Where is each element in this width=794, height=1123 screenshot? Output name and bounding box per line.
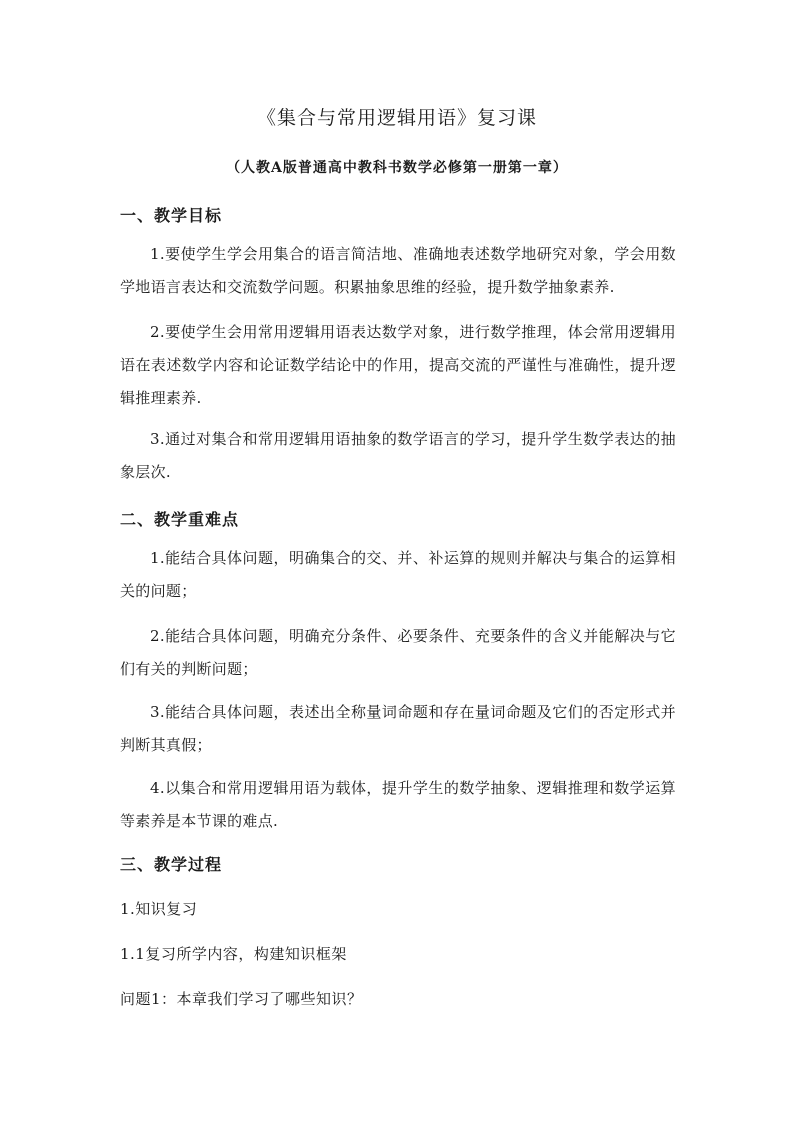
section-heading-key-points: 二、教学重难点: [120, 510, 240, 529]
process-line-framework: 1.1复习所学内容，构建知识框架: [120, 945, 347, 963]
paragraph-key-point-1: 1.能结合具体问题，明确集合的交、并、补运算的规则并解决与集合的运算相关的问题；: [120, 549, 676, 600]
paragraph-key-point-2: 2.能结合具体问题，明确充分条件、必要条件、充要条件的含义并能解决与它们有关的判断问题；: [120, 627, 676, 678]
paragraph-key-point-4: 4.以集合和常用逻辑用语为载体，提升学生的数学抽象、逻辑推理和数学运算等素养是本节课的难点.: [120, 779, 676, 830]
section-heading-objectives: 一、教学目标: [120, 206, 223, 225]
paragraph-objective-2: 2.要使学生会用常用逻辑用语表达数学对象，进行数学推理，体会常用逻辑用语在表述数学内容和论证数学结论中的作用，提高交流的严谨性与准确性，提升逻辑推理素养.: [120, 323, 676, 407]
paragraph-objective-1: 1.要使学生学会用集合的语言简洁地、准确地表述数学地研究对象，学会用数学地语言表达和交流数学问题。积累抽象思维的经验，提升数学抽象素养.: [120, 245, 676, 296]
document-title: 《集合与常用逻辑用语》复习课: [256, 107, 537, 129]
document-subtitle: （人教A版普通高中教科书数学必修第一册第一章）: [226, 160, 568, 176]
paragraph-objective-3: 3.通过对集合和常用逻辑用语抽象的数学语言的学习，提升学生数学表达的抽象层次.: [120, 430, 676, 481]
process-line-question-1: 问题1：本章我们学习了哪些知识？: [120, 990, 363, 1008]
process-line-knowledge-review: 1.知识复习: [120, 900, 198, 918]
section-heading-process: 三、教学过程: [120, 855, 223, 874]
paragraph-key-point-3: 3.能结合具体问题，表述出全称量词命题和存在量词命题及它们的否定形式并判断其真假；: [120, 703, 676, 754]
